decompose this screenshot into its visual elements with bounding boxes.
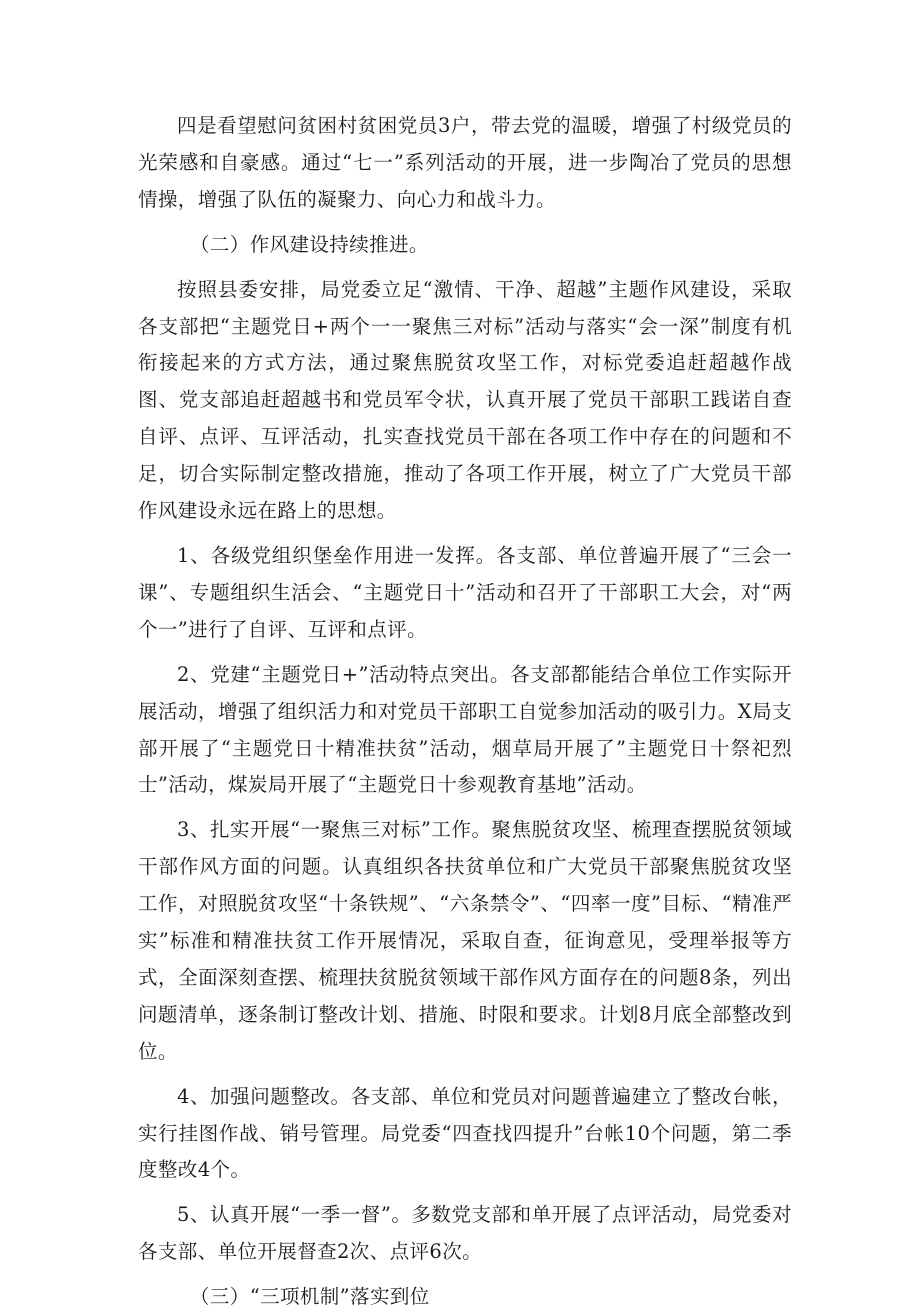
paragraph-county-arrangement: 按照县委安排，局党委立足“激情、干净、超越”主题作风建设，采取各支部把“主题党日+两个一一聚焦三对标”活动与落实“会一深”制度有机衔接起来的方式方法，通过聚焦脱贫攻坚工作，对标党委追赶超越作战图、党支部追赶超越书和党员军令状，认真开展了党员干部职工践诺自查自评、点评、互评活动，扎实查找党员干部在各项工作中存在的问题和不足，切合实际制定整改措施，推动了各项工作开展，树立了广大党员干部作风建设永远在路上的思想。 xyxy=(138,277,792,523)
document-page xyxy=(138,108,792,1316)
paragraph-item-5: 5、认真开展“一季一督”。多数党支部和单开展了点评活动，局党委对各支部、单位开展督查2次、点评6次。 xyxy=(138,1203,792,1264)
paragraph-item-4: 4、加强问题整改。各支部、单位和党员对问题普遍建立了整改台帐，实行挂图作战、销号管理。局党委“四查找四提升”台帐10个问题，第二季度整改4个。 xyxy=(138,1084,792,1182)
paragraph-gap xyxy=(138,264,792,272)
paragraph-gap xyxy=(138,804,792,812)
section-heading-style-building: （二）作风建设持续推进。 xyxy=(190,232,429,256)
paragraph-item-2: 2、党建“主题党日+”活动特点突出。各支部都能结合单位工作实际开展活动，增强了组织活力和对党员干部职工自觉参加活动的吸引力。X局支部开展了“主题党日十精准扶贫”活动，烟草局开展了”主题党日十祭祀烈士”活动，煤炭局开展了“主题党日十参观教育基地”活动。 xyxy=(138,662,792,797)
section-heading-three-mechanisms: （三）“三项机制”落实到位 xyxy=(190,1285,430,1309)
paragraph-gap xyxy=(138,1271,792,1279)
paragraph-visit-poor-members: 四是看望慰问贫困村贫困党员3户，带去党的温暖，增强了村级党员的光荣感和自豪感。通过“七一”系列活动的开展，进一步陶冶了党员的思想情操，增强了队伍的凝聚力、向心力和战斗力。 xyxy=(138,114,792,211)
paragraph-gap xyxy=(138,1071,792,1079)
paragraph-item-3: 3、扎实开展“一聚焦三对标”工作。聚焦脱贫攻坚、梳理查摆脱贫领域干部作风方面的问题。认真组织各扶贫单位和广大党员干部聚焦脱贫攻坚工作，对照脱贫攻坚“十条铁规”、“六条禁令”、“四率一度”目标、“精准严实”标准和精准扶贫工作开展情况，采取自查，征询意见，受理举报等方式，全面深刻查摆、梳理扶贫脱贫领域干部作风方面存在的问题8条，列出问题清单，逐条制订整改计划、措施、时限和要求。计划8月底全部整改到位。 xyxy=(138,818,792,1063)
paragraph-gap xyxy=(138,530,792,538)
paragraph-gap xyxy=(138,1189,792,1197)
paragraph-item-1: 1、各级党组织堡垒作用进一发挥。各支部、单位普遍开展了“三会一课”、专题组织生活会、“主题党日十”活动和召开了干部职工大会，对“两个一”进行了自评、互评和点评。 xyxy=(138,543,792,641)
paragraph-gap xyxy=(138,649,792,657)
paragraph-gap xyxy=(138,219,792,227)
